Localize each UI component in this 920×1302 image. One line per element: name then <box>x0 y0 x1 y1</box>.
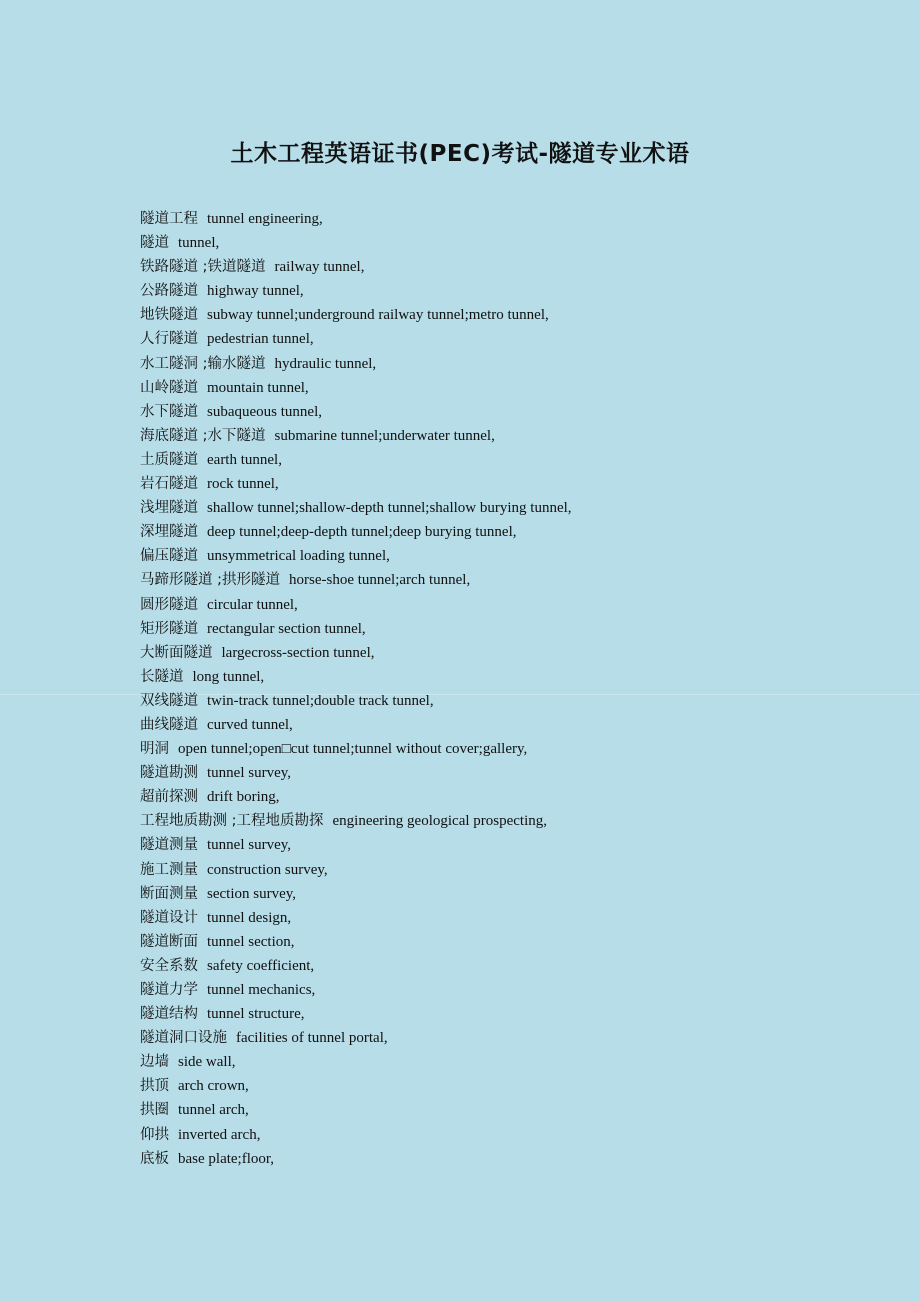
glossary-entry <box>140 809 860 833</box>
glossary-entry <box>140 255 860 279</box>
entry-english-term: rectangular section tunnel, <box>207 620 366 637</box>
entry-english-term: tunnel, <box>178 235 220 252</box>
glossary-entry <box>140 930 860 954</box>
entry-english-term: tunnel mechanics, <box>207 982 316 998</box>
entry-chinese-term: 安全系数 <box>140 957 198 974</box>
glossary-entry <box>140 665 860 689</box>
entry-chinese-term: 隧道力学 <box>140 982 198 998</box>
glossary-entry <box>140 617 860 641</box>
entry-english-term: subway tunnel;underground railway tunnel;metro tunnel, <box>207 307 549 324</box>
entry-english-term: tunnel engineering, <box>207 211 323 227</box>
entry-chinese-term: 地铁隧道 <box>140 307 198 324</box>
entry-chinese-term: 底板 <box>140 1150 169 1167</box>
entry-english-term: tunnel arch, <box>178 1102 249 1119</box>
entry-chinese-term: 隧道结构 <box>140 1006 198 1023</box>
entry-english-term: shallow tunnel;shallow-depth tunnel;shallow burying tunnel, <box>207 500 572 517</box>
entry-chinese-term: 曲线隧道 <box>140 716 198 733</box>
entry-english-term: railway tunnel, <box>274 259 365 276</box>
entry-english-term: arch crown, <box>178 1078 249 1095</box>
glossary-entry <box>140 327 860 351</box>
glossary-entry <box>140 279 860 303</box>
entry-chinese-term: 隧道测量 <box>140 837 198 854</box>
glossary-entry <box>140 231 860 255</box>
glossary-entry <box>140 593 860 617</box>
entry-chinese-term: 隧道勘测 <box>140 765 198 782</box>
document-title: 土木工程英语证书(PEC)考试-隧道专业术语 <box>230 141 690 167</box>
entry-chinese-term: 仰拱 <box>140 1126 169 1143</box>
entry-english-term: curved tunnel, <box>207 716 293 733</box>
entry-chinese-term: 断面测量 <box>140 885 198 902</box>
entry-chinese-term: 矩形隧道 <box>140 620 198 637</box>
entry-chinese-term: 土质隧道 <box>140 451 198 468</box>
glossary-entry <box>140 1074 860 1098</box>
entry-english-term: highway tunnel, <box>207 283 304 300</box>
entry-chinese-term: 深埋隧道 <box>140 524 198 541</box>
entry-chinese-term: 岩石隧道 <box>140 476 198 493</box>
glossary-entry <box>140 1123 860 1147</box>
entry-english-term: facilities of tunnel portal, <box>236 1030 388 1047</box>
entry-english-term: submarine tunnel;underwater tunnel, <box>274 427 495 444</box>
glossary-entry <box>140 207 860 231</box>
entry-chinese-term: 拱顶 <box>140 1078 169 1095</box>
glossary-entry <box>140 785 860 809</box>
entry-chinese-term: 大断面隧道 <box>140 644 213 661</box>
entry-english-term: rock tunnel, <box>207 476 279 493</box>
entry-chinese-term: 浅埋隧道 <box>140 500 198 517</box>
entry-english-term: largecross-section tunnel, <box>221 644 375 661</box>
entry-english-term: tunnel survey, <box>207 837 292 854</box>
entry-chinese-term: 偏压隧道 <box>140 548 198 565</box>
entry-english-term: twin-track tunnel;double track tunnel, <box>207 692 434 709</box>
entry-english-term: tunnel structure, <box>207 1006 305 1023</box>
entry-english-term: section survey, <box>207 885 297 902</box>
glossary-entry <box>140 472 860 496</box>
entry-chinese-term: 双线隧道 <box>140 692 198 709</box>
entry-chinese-term: 水下隧道 <box>140 403 198 420</box>
glossary-entry <box>140 1147 860 1171</box>
entry-english-term: subaqueous tunnel, <box>207 403 322 420</box>
entry-chinese-term: 水工隧洞 ;输水隧道 <box>140 355 266 372</box>
entry-chinese-term: 隧道设计 <box>140 909 198 926</box>
glossary-entry <box>140 713 860 737</box>
entry-english-term: circular tunnel, <box>207 596 298 613</box>
entry-english-term: horse-shoe tunnel;arch tunnel, <box>289 572 471 589</box>
entry-chinese-term: 拱圈 <box>140 1102 169 1119</box>
glossary-entry <box>140 376 860 400</box>
entry-english-term: drift boring, <box>207 789 280 806</box>
glossary-entry <box>140 689 860 713</box>
glossary-entry <box>140 906 860 930</box>
entry-english-term: safety coefficient, <box>207 957 315 974</box>
entry-english-term: mountain tunnel, <box>207 379 309 396</box>
glossary-entry <box>140 424 860 448</box>
entry-english-term: open tunnel;open□cut tunnel;tunnel without cover;gallery, <box>178 741 528 758</box>
glossary-entry <box>140 544 860 568</box>
glossary-entry <box>140 448 860 472</box>
entry-english-term: tunnel section, <box>207 933 295 950</box>
glossary-entry <box>140 400 860 424</box>
entry-chinese-term: 超前探测 <box>140 789 198 806</box>
entry-chinese-term: 隧道洞口设施 <box>140 1030 227 1047</box>
glossary-entry <box>140 641 860 665</box>
entry-english-term: unsymmetrical loading tunnel, <box>207 548 390 565</box>
glossary-entry <box>140 1002 860 1026</box>
entry-english-term: pedestrian tunnel, <box>207 331 314 348</box>
entry-chinese-term: 人行隧道 <box>140 331 198 348</box>
entry-chinese-term: 施工测量 <box>140 861 198 878</box>
glossary-entry <box>140 882 860 906</box>
entry-chinese-term: 边墙 <box>140 1054 169 1071</box>
glossary-entry <box>140 761 860 785</box>
glossary-entry <box>140 1098 860 1122</box>
glossary-entry <box>140 954 860 978</box>
glossary-entry <box>140 737 860 761</box>
entry-english-term: side wall, <box>178 1054 236 1071</box>
entry-english-term: deep tunnel;deep-depth tunnel;deep burying tunnel, <box>207 524 517 541</box>
entry-chinese-term: 海底隧道 ;水下隧道 <box>140 427 266 444</box>
glossary-list <box>140 207 860 1171</box>
glossary-entry <box>140 978 860 1002</box>
entry-english-term: earth tunnel, <box>207 451 282 468</box>
glossary-entry <box>140 303 860 327</box>
entry-english-term: base plate;floor, <box>178 1150 275 1167</box>
entry-english-term: engineering geological prospecting, <box>332 813 548 830</box>
entry-chinese-term: 铁路隧道 ;铁道隧道 <box>140 259 266 276</box>
entry-english-term: tunnel design, <box>207 909 292 926</box>
glossary-entry <box>140 833 860 857</box>
entry-chinese-term: 明洞 <box>140 741 169 758</box>
entry-english-term: tunnel survey, <box>207 765 292 782</box>
entry-chinese-term: 山岭隧道 <box>140 379 198 396</box>
entry-chinese-term: 隧道断面 <box>140 933 198 950</box>
glossary-entry <box>140 352 860 376</box>
glossary-entry <box>140 520 860 544</box>
glossary-entry <box>140 568 860 592</box>
glossary-entry <box>140 858 860 882</box>
entry-chinese-term: 长隧道 <box>140 668 184 685</box>
entry-english-term: construction survey, <box>207 861 328 878</box>
glossary-entry <box>140 1026 860 1050</box>
entry-chinese-term: 公路隧道 <box>140 283 198 300</box>
entry-english-term: inverted arch, <box>178 1126 261 1143</box>
glossary-entry <box>140 496 860 520</box>
entry-english-term: hydraulic tunnel, <box>274 355 377 372</box>
entry-chinese-term: 马蹄形隧道 ;拱形隧道 <box>140 572 280 589</box>
entry-english-term: long tunnel, <box>192 668 265 685</box>
entry-chinese-term: 隧道工程 <box>140 211 198 227</box>
entry-chinese-term: 隧道 <box>140 235 169 252</box>
entry-chinese-term: 工程地质勘测 ;工程地质勘探 <box>140 813 324 830</box>
glossary-entry <box>140 1050 860 1074</box>
entry-chinese-term: 圆形隧道 <box>140 596 198 613</box>
